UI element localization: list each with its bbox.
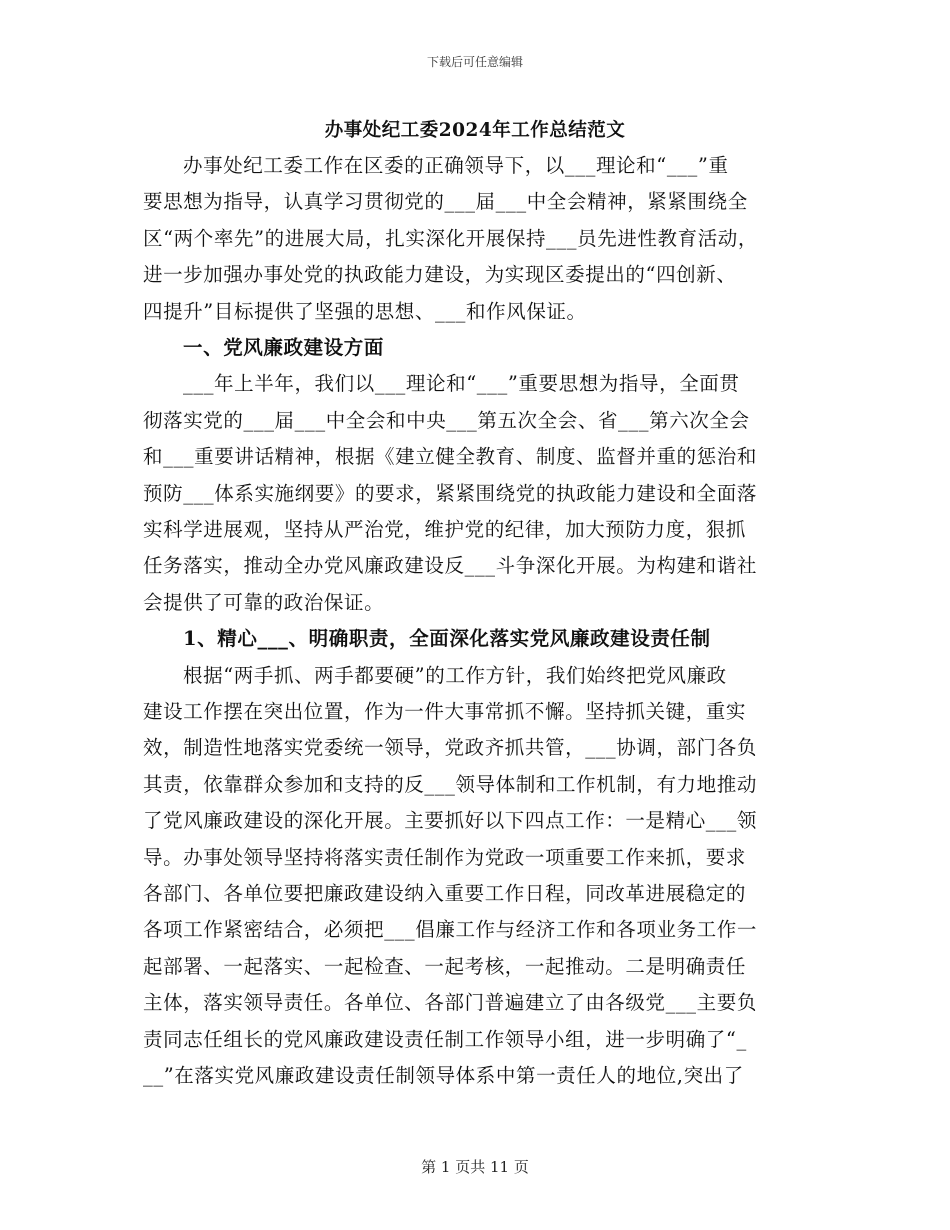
text-line: 预防___体系实施纲要》的要求，紧紧围绕党的执政能力建设和全面落 [143, 481, 757, 505]
text-line: 要思想为指导，认真学习贯彻党的___届___中全会精神，紧紧围绕全 [143, 190, 748, 214]
page-footer: 第 1 页共 11 页 [421, 1158, 529, 1176]
text-line: 各部门、各单位要把廉政建设纳入重要工作日程，同改革进展稳定的 [143, 882, 747, 905]
text-line: 和___重要讲话精神，根据《建立健全教育、制度、监督并重的惩治和 [143, 445, 757, 469]
text-line: ___年上半年，我们以___理论和“___”重要思想为指导，全面贯 [183, 372, 740, 396]
text-line: 建设工作摆在突出位置，作为一件大事常抓不懈。坚持抓关键，重实 [143, 700, 747, 723]
text-line: 主体，落实领导责任。各单位、各部门普遍建立了由各级党___主要负 [143, 991, 757, 1015]
text-line: 了党风廉政建设的深化开展。主要抓好以下四点工作：一是精心___领 [143, 809, 757, 833]
text-line: 四提升”目标提供了坚强的思想、___和作风保证。 [143, 299, 587, 323]
text-line: 各项工作紧密结合，必须把___倡廉工作与经济工作和各项业务工作一 [143, 918, 757, 942]
document-title: 办事处纪工委2024年工作总结范文 [324, 120, 626, 141]
text-line: 导。办事处领导坚持将落实责任制作为党政一项重要工作来抓，要求 [143, 845, 747, 869]
text-line: 责同志任组长的党风廉政建设责任制工作领导小组，进一步明确了“_ [143, 1027, 747, 1051]
text-line: 任务落实，推动全办党风廉政建设反___斗争深化开展。为构建和谐社 [143, 554, 757, 578]
text-line: 实科学进展观，坚持从严治党，维护党的纪律，加大预防力度，狠抓 [143, 518, 747, 541]
text-line: 彻落实党的___届___中全会和中央___第五次全会、省___第六次全会 [143, 408, 750, 432]
section-heading: 1、精心___、明确职责，全面深化落实党风廉政建设责任制 [183, 627, 711, 651]
text-line: 其责，依靠群众参加和支持的反___领导体制和工作机制，有力地推动 [143, 772, 757, 796]
text-line: 效，制造性地落实党委统一领导，党政齐抓共管，___协调，部门各负 [143, 736, 757, 760]
section-heading: 一、党风廉政建设方面 [183, 336, 385, 359]
text-line: 会提供了可靠的政治保证。 [143, 590, 385, 614]
text-line: 区“两个率先”的进展大局，扎实深化开展保持___员先进性教育活动， [143, 226, 758, 250]
page-header: 下载后可任意编辑 [426, 55, 523, 69]
text-line: 办事处纪工委工作在区委的正确领导下，以___理论和“___”重 [183, 154, 729, 177]
text-line: 根据“两手抓、两手都要硬”的工作方针，我们始终把党风廉政 [183, 663, 727, 687]
text-line: __”在落实党风廉政建设责任制领导体系中第一责任人的地位,突出了 [143, 1064, 744, 1087]
text-line: 进一步加强办事处党的执政能力建设，为实现区委提出的“四创新、 [143, 263, 737, 287]
text-line: 起部署、一起落实、一起检查、一起考核，一起推动。二是明确责任 [143, 954, 747, 978]
